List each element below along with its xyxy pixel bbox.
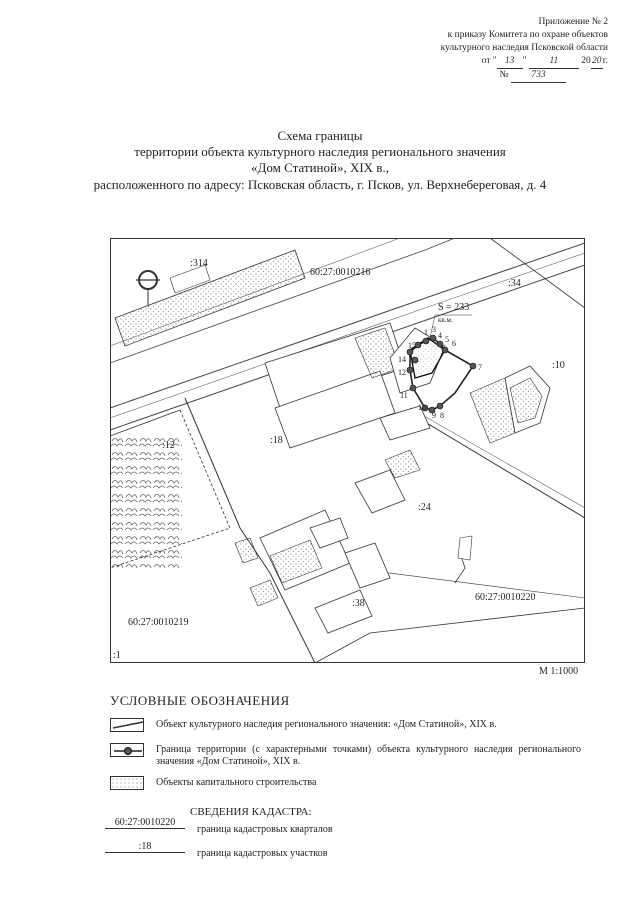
point-4: 4 xyxy=(438,331,442,340)
legend-boundary-swatch xyxy=(110,743,144,757)
legend-buildings-swatch xyxy=(110,776,144,790)
legend-title: УСЛОВНЫЕ ОБОЗНАЧЕНИЯ xyxy=(110,693,290,708)
legend-heritage-text: Объект культурного наследия регионального значения: «Дом Статиной», XIX в. xyxy=(156,719,497,730)
point-3: 3 xyxy=(432,325,436,334)
parcel-label-24: :24 xyxy=(418,502,431,513)
point-12: 12 xyxy=(398,368,406,377)
parcel-label-1: :1 xyxy=(113,650,121,661)
point-14: 14 xyxy=(398,355,406,364)
scheme-address: расположенного по адресу: Псковская область, г. Псков, ул. Верхнебереговая, д. 4 xyxy=(93,177,547,192)
point-8: 8 xyxy=(440,411,444,420)
cadastral-map xyxy=(110,238,585,663)
appendix-header xyxy=(348,16,608,83)
scheme-subtitle: территории объекта культурного наследия регионального значения xyxy=(134,144,506,159)
quarter-label-219: 60:27:0010219 xyxy=(128,617,189,628)
point-7: 7 xyxy=(478,363,482,372)
quarter-line-text: граница кадастровых кварталов xyxy=(197,824,333,835)
order-number: 733 xyxy=(511,69,566,83)
point-15: 15 xyxy=(408,341,416,350)
appendix-number: Приложение № 2 xyxy=(538,17,608,27)
point-1: 1 xyxy=(424,328,428,337)
parcel-label-12: :12 xyxy=(162,440,175,451)
quarter-label-220: 60:27:0010220 xyxy=(475,592,536,603)
point-5: 5 xyxy=(445,335,449,344)
date-year: 20 xyxy=(591,55,603,69)
legend-heritage-swatch xyxy=(110,718,144,732)
date-day: 13 xyxy=(497,55,523,69)
point-6: 6 xyxy=(452,339,456,348)
area-label: S = 233 xyxy=(438,302,470,313)
parcel-label-34: :34 xyxy=(508,278,521,289)
point-10: 10 xyxy=(418,403,426,412)
parcel-label-314: :314 xyxy=(190,258,208,269)
legend-buildings-text: Объекты капитального строительства xyxy=(156,777,317,788)
area-unit-label: кв.м. xyxy=(438,316,453,324)
quarter-label-216: 60:27:0010216 xyxy=(310,267,371,278)
quarter-line-sample: 60:27:0010220 xyxy=(105,817,185,829)
point-11: 11 xyxy=(400,391,408,400)
scheme-object-name: «Дом Статиной», XIX в., xyxy=(251,160,389,175)
parcel-line-text: граница кадастровых участков xyxy=(197,848,328,859)
parcel-line-sample: :18 xyxy=(105,841,185,853)
cadastre-title: СВЕДЕНИЯ КАДАСТРА: xyxy=(190,806,312,818)
parcel-label-38: :38 xyxy=(352,598,365,609)
legend-boundary-text: Граница территории (с характерными точками) объекта культурного наследия регионального значения «Дом Статиной», XIX в. xyxy=(156,744,581,767)
map-scale: М 1:1000 xyxy=(539,666,579,677)
date-month: 11 xyxy=(529,55,579,69)
parcel-label-18: :18 xyxy=(270,435,283,446)
appendix-committee-line: культурного наследия Псковской области xyxy=(440,43,608,53)
parcel-label-10: :10 xyxy=(552,360,565,371)
appendix-order-number: № 733 xyxy=(348,69,608,83)
appendix-order-line: к приказу Комитета по охране объектов xyxy=(447,30,608,40)
appendix-date: от " 13 " 11 2020г. xyxy=(348,55,608,69)
scheme-title: Схема границы xyxy=(277,128,363,143)
point-9: 9 xyxy=(432,411,436,420)
